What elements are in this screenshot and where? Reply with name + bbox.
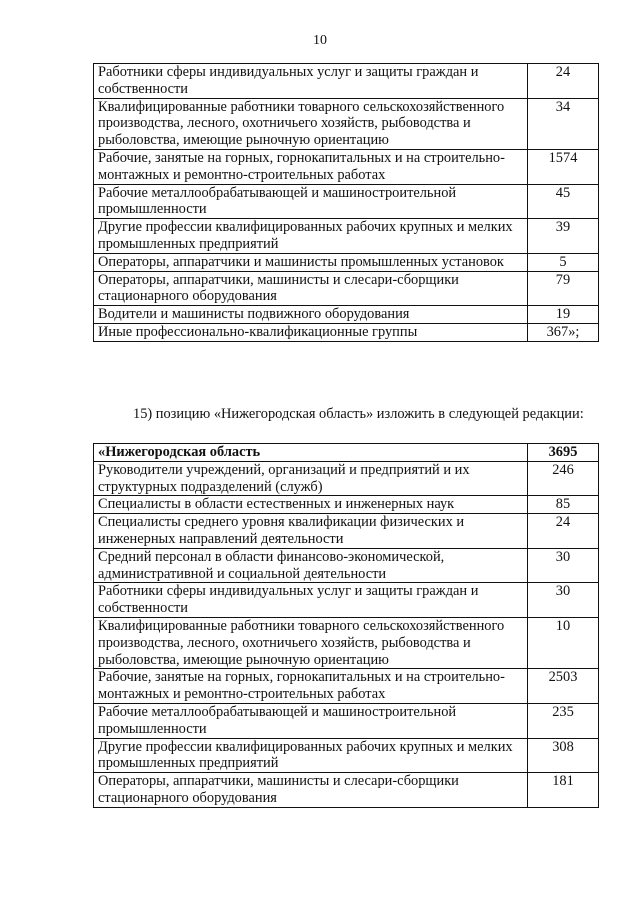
row-label: Специалисты в области естественных и инженерных наук bbox=[94, 496, 528, 514]
table-row bbox=[94, 496, 599, 514]
row-label: Операторы, аппаратчики, машинисты и слесари-сборщики стационарного оборудования bbox=[94, 271, 528, 306]
row-label: Квалифицированные работники товарного сельскохозяйственного производства, лесного, охотничьего хозяйств, рыбоводства и рыболовства, имеющие рыночную ориентацию bbox=[94, 617, 528, 668]
amendment-paragraph bbox=[93, 406, 598, 423]
row-label: Руководители учреждений, организаций и предприятий и их структурных подразделений (служб) bbox=[94, 461, 528, 496]
table-row bbox=[94, 738, 599, 773]
row-value: 34 bbox=[528, 98, 599, 149]
row-value: 19 bbox=[528, 306, 599, 324]
row-value: 181 bbox=[528, 773, 599, 808]
row-value: 30 bbox=[528, 548, 599, 583]
table-row bbox=[94, 271, 599, 306]
table-header-row bbox=[94, 444, 599, 462]
row-label: Рабочие, занятые на горных, горнокапитальных и на строительно-монтажных и ремонтно-строительных работах bbox=[94, 669, 528, 704]
row-value: 10 bbox=[528, 617, 599, 668]
row-label: Рабочие металлообрабатывающей и машиностроительной промышленности bbox=[94, 184, 528, 219]
table-row bbox=[94, 617, 599, 668]
table-row bbox=[94, 149, 599, 184]
nizhny-novgorod-table bbox=[93, 443, 599, 808]
page-number: 10 bbox=[313, 33, 327, 48]
row-label: Средний персонал в области финансово-экономической, административной и социальной деятельности bbox=[94, 548, 528, 583]
table-row bbox=[94, 98, 599, 149]
row-value: 1574 bbox=[528, 149, 599, 184]
occupation-table-continued bbox=[93, 63, 599, 342]
row-value: 246 bbox=[528, 461, 599, 496]
row-label: Рабочие, занятые на горных, горнокапитальных и на строительно-монтажных и ремонтно-строительных работах bbox=[94, 149, 528, 184]
row-label: Другие профессии квалифицированных рабочих крупных и мелких промышленных предприятий bbox=[94, 738, 528, 773]
region-name: «Нижегородская область bbox=[94, 444, 528, 462]
row-value: 39 bbox=[528, 219, 599, 254]
table-row bbox=[94, 253, 599, 271]
table-row bbox=[94, 773, 599, 808]
row-value: 45 bbox=[528, 184, 599, 219]
table-row bbox=[94, 64, 599, 99]
row-label: Специалисты среднего уровня квалификации физических и инженерных направлений деятельности bbox=[94, 514, 528, 549]
row-label: Квалифицированные работники товарного сельскохозяйственного производства, лесного, охотничьего хозяйств, рыбоводства и рыболовства, имеющие рыночную ориентацию bbox=[94, 98, 528, 149]
table-row bbox=[94, 583, 599, 618]
row-label: Другие профессии квалифицированных рабочих крупных и мелких промышленных предприятий bbox=[94, 219, 528, 254]
table-row bbox=[94, 184, 599, 219]
row-value: 85 bbox=[528, 496, 599, 514]
row-value: 308 bbox=[528, 738, 599, 773]
table-row bbox=[94, 219, 599, 254]
row-value: 235 bbox=[528, 703, 599, 738]
table-row bbox=[94, 461, 599, 496]
row-label: Водители и машинисты подвижного оборудования bbox=[94, 306, 528, 324]
table-row bbox=[94, 323, 599, 341]
row-value: 30 bbox=[528, 583, 599, 618]
row-label: Операторы, аппаратчики, машинисты и слесари-сборщики стационарного оборудования bbox=[94, 773, 528, 808]
region-total: 3695 bbox=[528, 444, 599, 462]
row-value: 24 bbox=[528, 514, 599, 549]
row-label: Работники сферы индивидуальных услуг и защиты граждан и собственности bbox=[94, 583, 528, 618]
paragraph-text: 15) позицию «Нижегородская область» изложить в следующей редакции: bbox=[133, 406, 584, 422]
row-value: 5 bbox=[528, 253, 599, 271]
table-row bbox=[94, 514, 599, 549]
row-value: 367»; bbox=[528, 323, 599, 341]
row-label: Работники сферы индивидуальных услуг и защиты граждан и собственности bbox=[94, 64, 528, 99]
row-label: Иные профессионально-квалификационные группы bbox=[94, 323, 528, 341]
row-label: Операторы, аппаратчики и машинисты промышленных установок bbox=[94, 253, 528, 271]
table-row bbox=[94, 703, 599, 738]
row-value: 2503 bbox=[528, 669, 599, 704]
table-row bbox=[94, 306, 599, 324]
row-value: 79 bbox=[528, 271, 599, 306]
table-row bbox=[94, 669, 599, 704]
table-row bbox=[94, 548, 599, 583]
row-value: 24 bbox=[528, 64, 599, 99]
row-label: Рабочие металлообрабатывающей и машиностроительной промышленности bbox=[94, 703, 528, 738]
